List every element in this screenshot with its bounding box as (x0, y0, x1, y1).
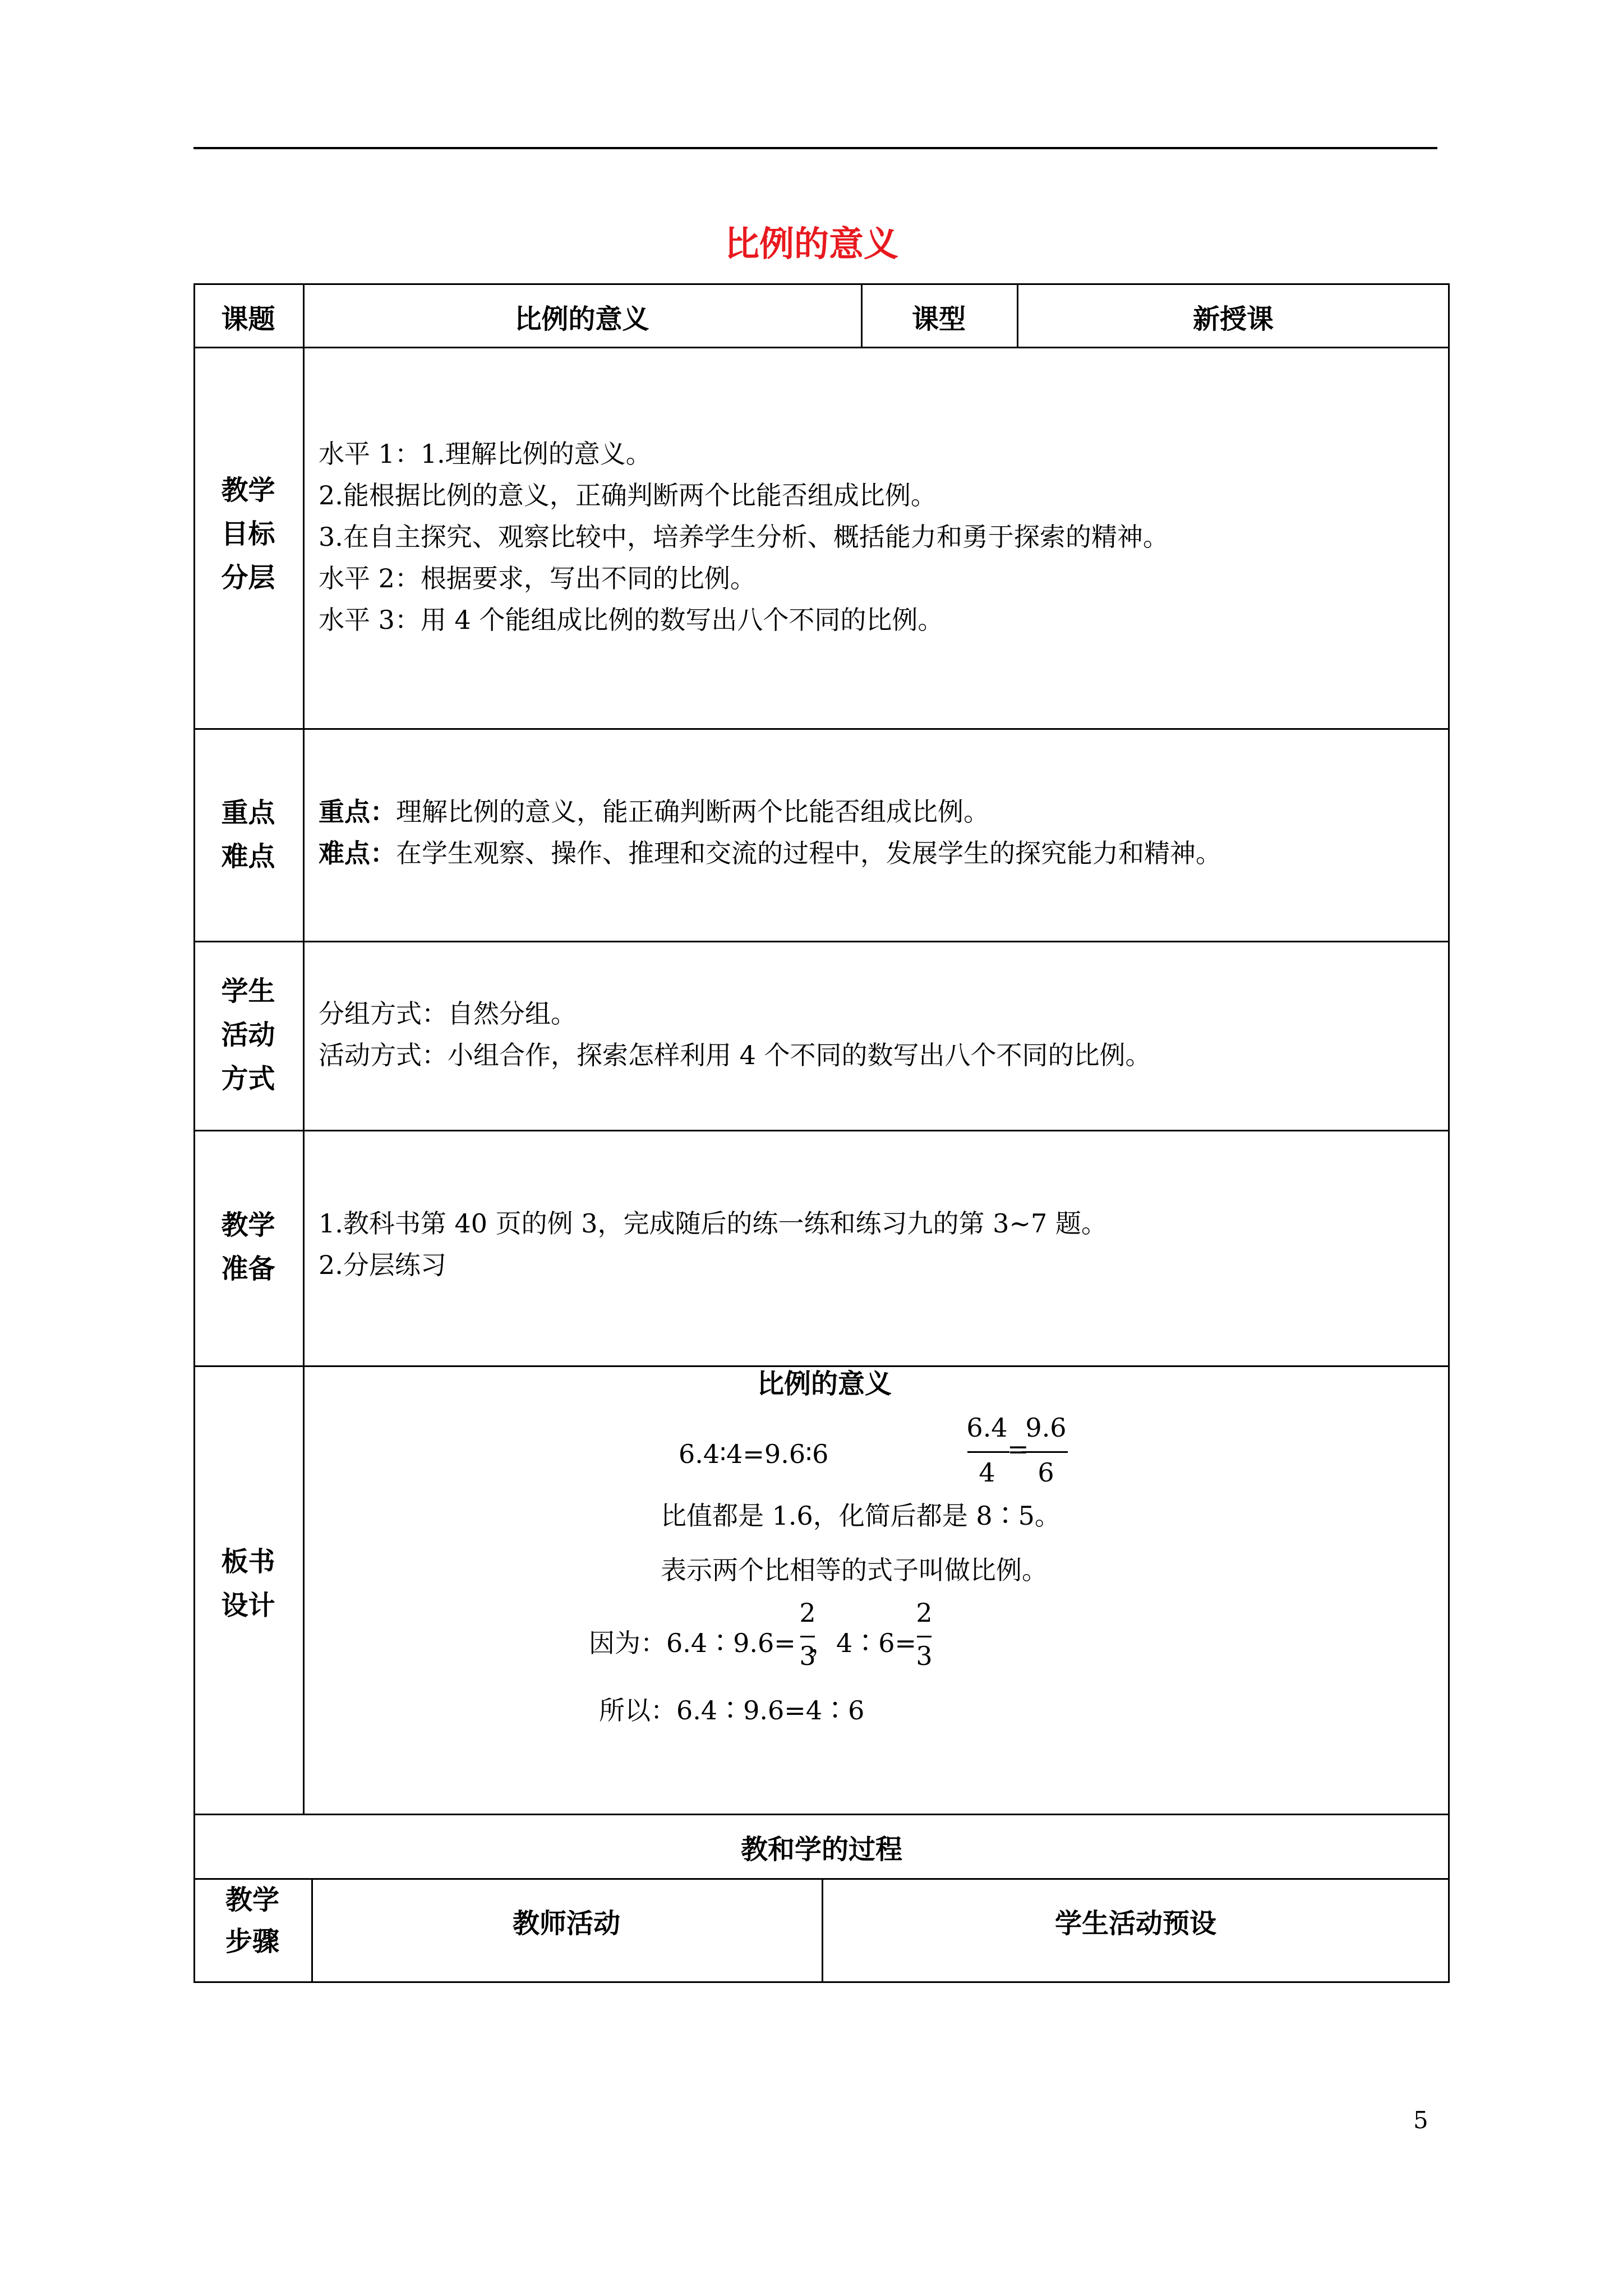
board-fraction-den: 3 (799, 1641, 816, 1671)
board-because-mid: ，4∶6= (810, 1628, 917, 1658)
board-fraction-num: 2 (916, 1598, 933, 1628)
board-fraction-den: 3 (916, 1641, 933, 1671)
objective-line: 3.在自主探究、观察比较中，培养学生分析、概括能力和勇于探索的精神。 (319, 522, 1169, 552)
objectives-label: 教学 目标 分层 (221, 475, 275, 593)
type-value: 新授课 (1192, 303, 1274, 335)
preparation-label: 教学 准备 (221, 1209, 275, 1285)
fraction-bar (917, 1636, 932, 1637)
activity-line: 分组方式：自然分组。 (319, 999, 577, 1029)
fraction-bar (967, 1451, 1009, 1453)
board-equation: 6.4∶4=9.6∶6 (679, 1439, 829, 1469)
board-label: 板书 设计 (221, 1546, 275, 1621)
preparation-line: 1.教科书第 40 页的例 3，完成随后的练一练和练习九的第 3~7 题。 (319, 1208, 1107, 1239)
board-fraction-num: 2 (799, 1598, 816, 1628)
header-rule (193, 147, 1437, 149)
activity-label: 学生 活动 方式 (221, 976, 275, 1094)
board-fraction-equals: = (1007, 1434, 1029, 1464)
key-points-label: 重点 难点 (221, 797, 275, 872)
type-label: 课型 (911, 303, 966, 335)
board-fraction-den: 4 (979, 1457, 995, 1488)
board-heading: 比例的意义 (757, 1368, 892, 1400)
board-because: 因为：6.4∶9.6= (589, 1628, 796, 1658)
preparation-line: 2.分层练习 (319, 1250, 446, 1280)
board-line: 表示两个比相等的式子叫做比例。 (661, 1555, 1048, 1585)
board-therefore: 所以：6.4∶9.6=4∶6 (599, 1695, 865, 1726)
objective-line: 2.能根据比例的意义，正确判断两个比能否组成比例。 (319, 480, 937, 510)
page-number: 5 (1413, 2106, 1428, 2134)
objective-line: 水平 2：根据要求，写出不同的比例。 (319, 563, 756, 593)
objective-line: 水平 3：用 4 个能组成比例的数写出八个不同的比例。 (319, 605, 944, 635)
board-fraction-num: 9.6 (1025, 1412, 1067, 1443)
difficult-point-line: 难点：在学生观察、操作、推理和交流的过程中，发展学生的探究能力和精神。 (319, 838, 1221, 868)
step-label: 教学 步骤 (225, 1884, 279, 1957)
topic-value: 比例的意义 (514, 303, 649, 335)
student-activity-header: 学生活动预设 (1054, 1908, 1216, 1939)
objective-line: 水平 1：1.理解比例的意义。 (319, 439, 652, 469)
topic-label: 课题 (221, 303, 275, 335)
board-fraction-den: 6 (1038, 1457, 1054, 1488)
activity-line: 活动方式：小组合作，探索怎样利用 4 个不同的数写出八个不同的比例。 (319, 1040, 1151, 1070)
process-title: 教和学的过程 (740, 1834, 902, 1865)
page-title: 比例的意义 (724, 223, 898, 264)
board-fraction-num: 6.4 (966, 1412, 1008, 1443)
fraction-bar (1022, 1451, 1068, 1453)
board-line: 比值都是 1.6，化简后都是 8∶5。 (661, 1501, 1061, 1531)
teacher-activity-header: 教师活动 (512, 1908, 620, 1939)
key-point-line: 重点：理解比例的意义，能正确判断两个比能否组成比例。 (319, 797, 989, 827)
